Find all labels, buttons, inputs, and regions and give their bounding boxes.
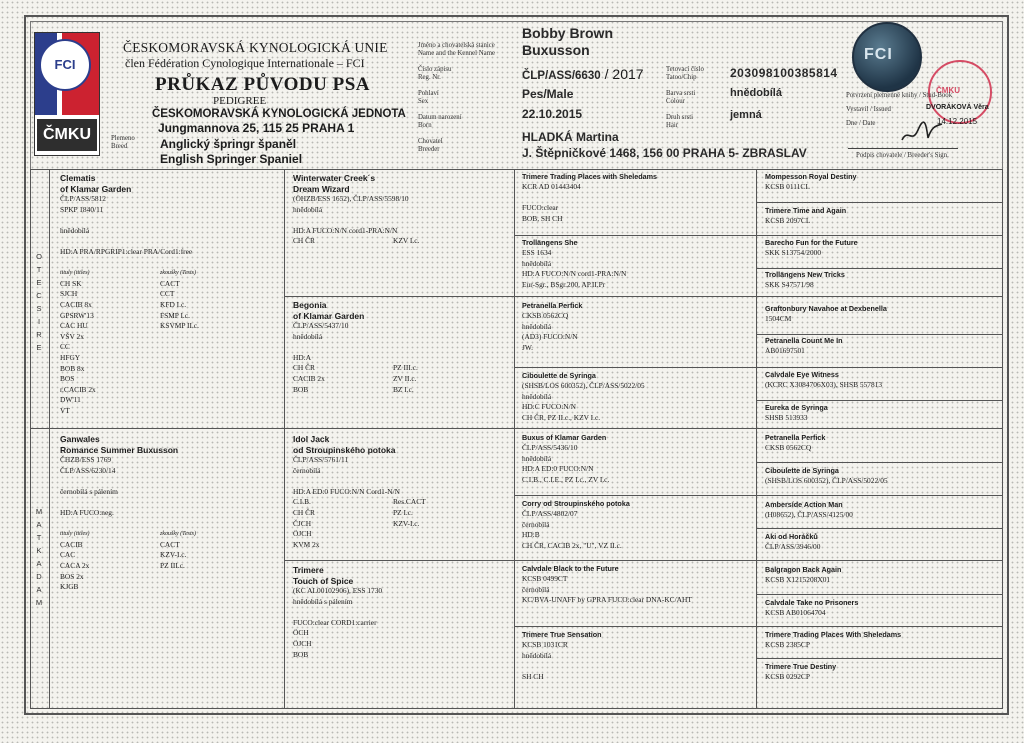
gen4-name: Ciboulette de Syringa [765,466,839,475]
gen2-name-2: od Stroupinského potoka [293,444,396,455]
gen3-name: Corry od Stroupinského potoka [522,499,630,508]
gen3-name: Petranella Perfick [522,301,583,310]
title-item: r.CACIB 2x [60,384,96,394]
gen3-line: hnědobílá [522,258,552,268]
title-item: SJCH [60,289,78,299]
grid-divider [514,367,1003,368]
gen2-cell [293,300,509,395]
grid-divider [49,169,50,709]
gen4-cell [765,500,1000,521]
sire-line [60,236,280,247]
dam-line [60,497,280,508]
gen4-cell [765,565,1000,586]
gen3-line: C.I.B., C.I.E., PZ I.c., ZV I.c. [522,474,610,484]
gen4-cell [765,370,1000,391]
gen3-line: KC/BVA-UNAFF by GPRA FUCO:clear DNA-KC/AHT [522,595,692,605]
gen4-name: Trimere True Destiny [765,662,837,671]
gen3-line: ČLP/ASS/4802/07 [522,509,578,518]
gen2-exam: KZV I.c. [393,236,420,246]
exam-item: KZV-I.c. [160,550,187,560]
signature-mark [898,118,948,146]
gen3-line: ČLP/ASS/5436/10 [522,443,578,452]
gen2-pair [293,540,509,551]
gen4-cell [765,598,1000,619]
gen3-line: KCSB 1031CR [522,640,568,649]
exam-item: CACT [160,539,180,549]
tattoo-label-en: Tatoo/Chip [666,74,697,81]
gen3-line: (SHSB/LOS 600352), ČLP/ASS/5022/05 [522,381,645,390]
sire-cell [60,173,280,416]
title-item: CAC HU [60,321,88,331]
born-label [418,114,462,130]
dam-line [60,519,280,530]
fci-membership: člen Fédération Cynologique Internationale – FCI [125,56,365,70]
gen2-title: C.I.B. [293,497,311,507]
tattoo-label-cz: Tetovací číslo [666,66,704,73]
gen4-cell [765,238,1000,259]
dog-colour: hnědobílá [730,87,782,99]
breeder-name: HLADKÁ Martina [522,130,619,144]
date-label: Dne / Date [846,120,876,127]
title-item: CC [60,342,70,352]
gen4-name: Aki od Horáčků [765,532,818,541]
fci-logo-text: FCI [54,57,76,72]
kennel-label-en: Name and the Kennel Name [418,50,495,57]
dam-line [60,476,280,487]
gen4-cell [765,270,1000,291]
gen2-pair [293,508,509,519]
grid-divider [756,658,1003,659]
grid-divider [756,268,1003,269]
gen4-name: Calvdale Eye Witness [765,370,839,379]
gen3-line: FUCO:clear [522,203,559,213]
hair-label [666,114,693,130]
gen3-line [522,661,752,672]
breeder-address: J. Štěpničkové 1468, 156 00 PRAHA 5- ZBRASLAV [522,146,807,160]
gen3-line: HD:B [522,530,540,540]
gen3-cell [522,238,752,290]
gen3-name: Ciboulette de Syringa [522,371,596,380]
grid-divider [756,334,1003,335]
gen4-cell [765,206,1000,227]
gen3-cell [522,301,752,353]
gen2-pair [293,374,509,385]
gen4-name: Petranella Count Me In [765,336,843,345]
signature-line [848,148,958,149]
breeder-label-cz: Chovatel [418,138,443,145]
gen4-line: (H08652), ČLP/ASS/4125/00 [765,510,853,519]
gen2-line [293,215,509,226]
gen2-line: ÖJCH [293,638,312,648]
gen3-cell [522,499,752,551]
grid-divider [514,169,515,709]
grid-divider [756,528,1003,529]
sire-line: HD:A PRA/RPGRIP1:clear PRA/Cord1:free [60,246,193,256]
gen2-pair [293,519,509,530]
sire-name-2: of Klamar Garden [60,183,132,194]
gen2-name-2: Dream Wizard [293,183,350,194]
exam-item: PZ III.c. [160,560,185,570]
dam-name-1: Ganwales [60,434,100,444]
sire-line: ČLP/ASS/5812 [60,194,107,203]
gen4-line: KCSB 0292CP [765,672,810,681]
title-item: DW'11 [60,395,81,405]
gen2-title: BOB [293,384,309,394]
gen3-line: hnědobílá [522,650,552,660]
title-item: KJGB [60,582,79,592]
sire-line [60,215,280,226]
gen3-line: hnědobílá [522,321,552,331]
breed-label [111,135,135,151]
gen4-cell [765,304,1000,325]
dam-line: HD:A FUCO:neg. [60,507,114,517]
gen2-exam: Res.CACT [393,497,426,507]
grid-divider [756,169,757,709]
gen4-line: SKK S13754/2000 [765,248,822,257]
gen2-name-2: of Klamar Garden [293,310,365,321]
gen2-line [293,476,509,487]
title-item: VŠV 2x [60,331,84,341]
grid-divider [514,495,1003,496]
title-item: CACIB 8x [60,299,92,309]
org-name: ČESKOMORAVSKÁ KYNOLOGICKÁ UNIE [123,40,388,55]
gen4-line: KCSB X1215208X01 [765,575,831,584]
gen4-name: Ambersíde Action Man [765,500,843,509]
grid-divider [756,400,1003,401]
title-item: CACA 2x [60,560,90,570]
dam-name-2: Romance Summer Buxusson [60,444,179,455]
hologram-seal-icon: FCI [852,22,922,92]
gen4-cell [765,466,1000,487]
dog-hair: jemná [730,109,762,121]
gen3-name: Trollängens She [522,238,578,247]
gen2-title: KVM 2x [293,539,320,549]
gen4-line: (SHSB/LOS 600352), ČLP/ASS/5022/05 [765,476,888,485]
gen3-line: KCSB 0499CT [522,574,568,583]
grid-divider [284,560,1003,561]
gen2-line: hnědobílá [293,204,323,214]
title-item: HFGY [60,352,81,362]
dog-sex: Pes/Male [522,87,574,101]
gen3-line: hnědobílá [522,453,552,463]
gen2-name-1: Idol Jack [293,434,330,444]
grid-divider [284,296,1003,297]
gen4-name: Mompesson Royal Destiny [765,172,857,181]
exam-item: KSVMP II.c. [160,321,199,331]
gen4-line: SKK S47571/98 [765,280,814,289]
issued-label: Vystavil / Issued [846,106,891,113]
exam-item: FSMP I.c. [160,310,190,320]
gen3-cell [522,172,752,224]
sire-line: SPKP 1840/11 [60,204,104,214]
grid-divider [756,202,1003,203]
gen2-title: CH ČR [293,236,315,246]
gen4-line: KCSB 2097CL [765,216,811,225]
gen2-line: ČLP/ASS/5437/10 [293,321,349,330]
cmkj-name: ČESKOMORAVSKÁ KYNOLOGICKÁ JEDNOTA [152,108,406,120]
gen2-line [293,342,509,353]
title-item: CAC [60,550,76,560]
gen3-line: BOB, SH CH [522,213,563,223]
colour-label-en: Colour [666,98,685,105]
grid-divider [284,169,285,709]
colour-label-cz: Barva srsti [666,90,696,97]
grid-divider [756,594,1003,595]
title-item: GPSRW'13 [60,310,94,320]
gen2-exam: BZ I.c. [393,384,414,394]
side-label-dam: M A T K A D A M [35,507,43,607]
gen3-line: černobílá [522,519,550,529]
gen4-line: AB01697501 [765,346,805,355]
exam-item: CCT [160,289,175,299]
sire-titles [60,268,280,416]
colour-label [666,90,695,106]
breed-en: English Springer Spaniel [160,152,303,166]
gen4-name: Balgragon Back Again [765,565,842,574]
gen3-line: hnědobílá [522,391,552,401]
document-title: PRŮKAZ PŮVODU PSA [155,74,371,95]
gen4-cell [765,172,1000,193]
gen2-line: FUCO:clear CORD1:carrier [293,617,377,627]
title-item: CH SK [60,278,82,288]
gen4-name: Graftonbury Navahoe at Dexbenella [765,304,887,313]
gen2-line: (ÖHZB/ESS 1652), ČLP/ASS/5598/10 [293,194,409,203]
gen4-cell [765,433,1000,454]
gen2-line [293,607,509,618]
title-item: BOS 2x [60,571,84,581]
sire-line [60,258,280,269]
gen3-line: (AD3) FUCO:N/N [522,332,578,342]
breeder-sign-label: Podpis chovatele / Breeder's Sign. [856,152,949,159]
exams-label: zkoušky (Tests) [160,270,196,277]
gen2-line: (KC AL00102906), ESS 1730 [293,586,383,595]
dog-name-1: Bobby Brown [522,25,613,41]
gen2-title: CH ČR [293,507,315,517]
dog-reg-number [522,66,644,84]
gen4-cell [765,336,1000,357]
sex-label-en: Sex [418,98,429,105]
gen4-line: KCSB 0111CL [765,182,810,191]
gen3-name: Calvdale Black to the Future [522,564,619,573]
breed-label-en: Breed [111,143,128,150]
gen2-line: HD:A [293,352,312,362]
gen3-cell [522,433,752,485]
gen2-line: ČLP/ASS/5761/11 [293,455,349,464]
gen2-line: hnědobílá [293,331,323,341]
stamp-text: ČMKU [936,86,960,95]
gen2-pair [293,363,509,374]
gen2-line: HD:A ED:0 FUCO:N/N Cord1-N/N [293,486,400,496]
kennel-label [418,42,495,58]
gen3-line: HD:A FUCO:N/N cord1-PRA:N/N [522,269,627,279]
gen2-line: ÖCH [293,628,309,638]
gen2-name-1: Winterwater Creek´s [293,173,376,183]
breeder-label [418,138,443,154]
gen3-line: CKSB 0562CQ [522,311,569,320]
cmku-fci-logo [34,32,100,156]
gen3-cell [522,630,752,682]
dog-born: 22.10.2015 [522,107,583,121]
dog-name-2: Buxusson [522,42,590,58]
gen2-exam: ZV II.c. [393,373,417,383]
gen2-pair [293,236,509,247]
gen4-line: KCSB AB01064704 [765,608,826,617]
stud-book-confirm-label: Potvrzení plemenné knihy / Stud-Book [846,92,953,99]
gen4-name: Trimere Trading Places With Sheledams [765,630,902,639]
dam-titles [60,529,280,593]
gen2-pair [293,385,509,396]
gen2-exam: PZ I.c. [393,507,413,517]
titles-label: tituly (titles) [60,531,90,538]
gen2-cell [293,434,509,550]
gen3-line: CH ČR, PZ II.c., KZV I.c. [522,412,601,422]
gen3-cell [522,371,752,423]
grid-divider [756,462,1003,463]
exam-item: KFD I.c. [160,299,187,309]
gen3-line [522,193,752,204]
gen4-line: CKSB 0562CQ [765,443,812,452]
gen4-cell [765,403,1000,424]
dog-chip: 203098100385814 [730,66,838,80]
issue-date: 14.12.2015 [937,117,978,126]
sire-line: hnědobílá [60,225,90,235]
gen2-name-1: Trimere [293,565,324,575]
sex-label-cz: Pohlaví [418,90,439,97]
breeder-label-en: Breeder [418,146,440,153]
dam-cell [60,434,280,593]
gen4-cell [765,630,1000,651]
gen2-exam: KZV-I.c. [393,518,420,528]
dam-line: ČHZB/ESS 1769 [60,455,112,464]
gen4-name: Trimere Time and Again [765,206,847,215]
gen4-name: Petranella Perfick [765,433,826,442]
gen4-line: KCSB 2385CP [765,640,810,649]
gen3-name: Trimere Trading Places with Sheledams [522,172,658,181]
gen4-name: Eureka de Syringa [765,403,828,412]
gen4-cell [765,662,1000,683]
gen3-line: SH CH [522,671,544,681]
gen3-line: Eur-Sgr., BSgr.200, AP.II.Pr [522,279,606,289]
gen4-line: ČLP/ASS/3946/00 [765,542,821,551]
document-subtitle: PEDIGREE [213,95,267,107]
side-label-sire: O T E C S I R E [36,252,42,352]
exams-label: zkoušky (Tests) [160,531,196,538]
grid-divider [514,626,1003,627]
cmkj-address: Jungmannova 25, 115 25 PRAHA 1 [158,121,355,135]
gen2-exam [393,529,493,540]
dam-line: ČLP/ASS/6230/14 [60,465,116,475]
gen3-line: JW. [522,342,534,352]
gen2-name-1: Begonia [293,300,327,310]
gen4-line: SHSB 513933 [765,413,808,422]
gen2-line: černobílá [293,465,321,475]
title-item: BOB 8x [60,363,85,373]
gen3-line: KCR AD 01443404 [522,182,581,191]
sire-name-1: Clematis [60,173,96,183]
gen2-cell [293,173,509,247]
breed-value [160,137,302,167]
reg-label [418,66,451,82]
hair-label-cz: Druh srsti [666,114,693,121]
gen2-title: CH ČR [293,363,315,373]
gen4-line: (KCRC X3084706X03), SHSB 557813 [765,380,883,389]
title-item: BOS [60,374,75,384]
gen2-exam: PZ III.c. [393,363,418,373]
reg-year: / 2017 [604,66,644,82]
gen3-line: ESS 1634 [522,248,552,257]
titles-label: tituly (titles) [60,270,90,277]
reg-label-cz: Číslo zápisu [418,66,452,73]
cmku-logo-text: ČMKU [37,119,97,151]
gen3-line: HD:A ED:0 FUCO:N/N [522,464,594,474]
gen2-title: ÖJCH [293,529,312,539]
breed-label-cz: Plemeno [111,135,135,142]
gen2-name-2: Touch of Spice [293,575,354,586]
dam-line: černobílá s pálením [60,486,118,496]
gen2-exam [393,540,493,551]
hair-label-en: Hair [666,122,679,129]
gen3-line: černobílá [522,584,550,594]
gen2-title: CACIB 2x [293,373,325,383]
reg-prefix: ČLP/ASS/6630 [522,70,601,82]
gen2-line: hnědobílá s pálením [293,596,353,606]
grid-divider [514,235,1003,236]
gen4-name: Barecho Fun for the Future [765,238,858,247]
born-label-cz: Datum narození [418,114,462,121]
kennel-label-cz: Jméno a chovatelská stanice [418,42,495,49]
title-item: VT [60,405,70,415]
tattoo-label [666,66,704,82]
sex-label [418,90,439,106]
gen4-line: 1504CM [765,314,792,323]
gen2-pair [293,497,509,508]
gen2-pair [293,529,509,540]
reg-label-en: Reg. Nr. [418,74,441,81]
breed-cz: Anglický špringr španěl [160,137,297,151]
gen4-name: Calvdale Take no Prisoners [765,598,859,607]
gen4-cell [765,532,1000,553]
gen2-cell [293,565,509,660]
gen4-name: Trollängens New Tricks [765,270,845,279]
born-label-en: Born [418,122,432,129]
title-item: CACIB [60,539,83,549]
gen2-line: BOB [293,649,309,659]
gen2-title: ČJCH [293,518,312,528]
gen3-line: CH ČR, CACIB 2x, "U", VZ II.c. [522,540,622,550]
gen3-cell [522,564,752,606]
grid-divider [30,428,1003,429]
issued-by: DVORÁKOVÁ Věra [926,104,989,111]
exam-item: CACT [160,278,180,288]
gen3-name: Buxus of Klamar Garden [522,433,607,442]
gen2-line: HD:A FUCO:N/N cord1-PRA:N/N [293,225,398,235]
gen3-name: Trimere True Sensation [522,630,602,639]
gen3-line: HD:C FUCO:N/N [522,402,577,412]
